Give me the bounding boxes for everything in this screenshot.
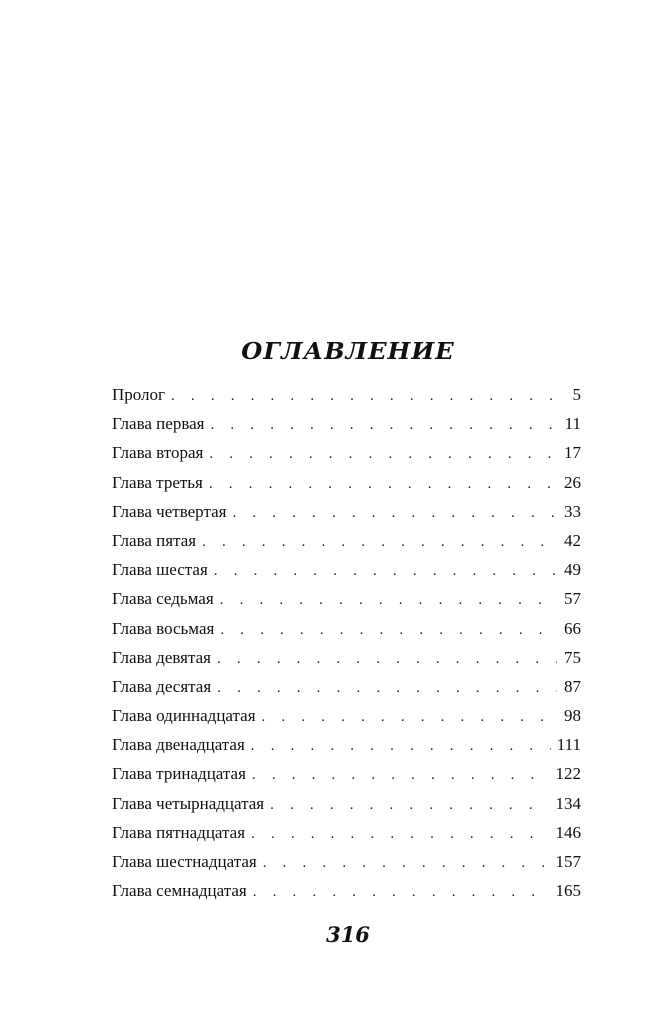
toc-entry-label: Глава первая: [112, 414, 205, 434]
toc-entry: [112, 876, 581, 905]
dot-leader: [263, 849, 550, 878]
toc-entry: [112, 701, 581, 730]
toc-entry-label: Глава четырнадцатая: [112, 793, 265, 813]
toc-entry-page: 57: [564, 589, 581, 609]
toc-list: [112, 380, 581, 905]
toc-entry: [112, 409, 581, 438]
toc-entry-page: 42: [564, 530, 581, 550]
dot-leader: [171, 382, 557, 411]
dot-leader: [220, 586, 557, 615]
toc-entry-label: Глава шестнадцатая: [112, 852, 257, 871]
toc-entry: [112, 643, 581, 672]
toc-entry: [112, 759, 581, 788]
toc-entry-page: 5: [572, 385, 581, 404]
toc-entry-page: 66: [564, 618, 581, 638]
toc-entry-label: Глава семнадцатая: [112, 881, 247, 901]
toc-entry-page: 33: [564, 501, 581, 521]
toc-entry: [112, 526, 581, 555]
toc-entry-label: Глава третья: [112, 472, 203, 492]
toc-entry: [112, 438, 581, 467]
toc-entry-label: Глава тринадцатая: [112, 764, 246, 784]
dot-leader: [209, 440, 557, 469]
toc-entry-label: Глава одиннадцатая: [112, 706, 256, 726]
toc-entry-page: 165: [555, 881, 581, 901]
toc-entry-page: 26: [564, 472, 581, 492]
page-number: 316: [326, 922, 370, 947]
toc-entry: [112, 584, 581, 613]
toc-entry-label: Глава вторая: [112, 443, 204, 463]
toc-entry-label: Глава седьмая: [112, 589, 214, 609]
toc-entry-page: 111: [556, 735, 581, 755]
toc-entry-label: Глава четвертая: [112, 501, 227, 521]
toc-entry: [112, 497, 581, 526]
toc-entry-page: 134: [555, 793, 581, 813]
dot-leader: [214, 557, 557, 586]
toc-entry-page: 157: [555, 852, 581, 871]
toc-entry-label: Глава шестая: [112, 560, 208, 580]
dot-leader: [211, 411, 558, 440]
dot-leader: [202, 528, 557, 557]
toc-entry-label: Пролог: [112, 385, 166, 404]
dot-leader: [217, 645, 557, 674]
dot-leader: [251, 732, 551, 761]
toc-entry: [112, 555, 581, 584]
toc-entry: [112, 847, 581, 876]
toc-entry: [112, 789, 581, 818]
toc-entry-page: 75: [564, 647, 581, 667]
toc-entry: [112, 468, 581, 497]
toc-entry: [112, 672, 581, 701]
toc-entry-page: 11: [564, 414, 581, 434]
toc-entry-label: Глава двенадцатая: [112, 735, 245, 755]
dot-leader: [252, 761, 550, 790]
dot-leader: [262, 703, 557, 732]
toc-entry-page: 17: [564, 443, 581, 463]
dot-leader: [220, 616, 557, 645]
dot-leader: [232, 499, 557, 528]
toc-entry-label: Глава девятая: [112, 647, 211, 667]
toc-entry-label: Глава десятая: [112, 676, 212, 696]
toc-entry-label: Глава пятнадцатая: [112, 822, 246, 842]
dot-leader: [209, 470, 557, 499]
toc-entry: [112, 380, 581, 409]
toc-entry: [112, 818, 581, 847]
toc-entry-page: 87: [564, 676, 581, 696]
toc-entry-page: 98: [564, 706, 581, 726]
toc-entry-label: Глава восьмая: [112, 618, 215, 638]
dot-leader: [251, 820, 549, 849]
toc-entry: [112, 730, 581, 759]
dot-leader: [270, 791, 549, 820]
toc-title: ОГЛАВЛЕНИЕ: [241, 338, 455, 365]
toc-entry: [112, 614, 581, 643]
toc-entry-label: Глава пятая: [112, 530, 197, 550]
toc-entry-page: 122: [555, 764, 581, 784]
toc-entry-page: 49: [564, 560, 581, 580]
dot-leader: [217, 674, 557, 703]
toc-entry-page: 146: [555, 822, 581, 842]
dot-leader: [253, 878, 550, 907]
